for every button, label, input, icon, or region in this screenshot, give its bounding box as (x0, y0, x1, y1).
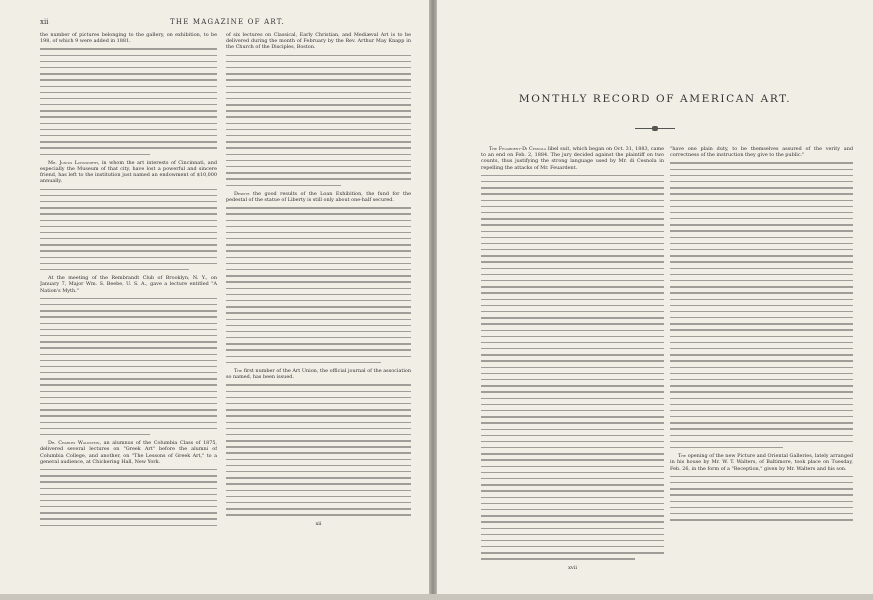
text-block (670, 476, 853, 521)
paragraph-cesnola-suit (481, 146, 664, 171)
paragraph-text: libel suit, which began on Oct. 31, 1883, came to an end on Feb. 2, 1884. The jury decided against the plaintiff on two counts, thus justifying the strong language used by Mr. di Cesnola in repelling the attacks of Mr. Feuardent. (481, 146, 664, 171)
text-block (40, 298, 217, 436)
paragraph-opening: of six lectures on Classical, Early Christian, and Mediæval Art is to be delivered during the month of February by the Rev. Arthur May Knapp in the Church of the Disciples, Boston. (226, 32, 411, 51)
paragraph-text: opening of the new Picture and Oriental Galleries, lately arranged in his house by Mr. W. T. Walters, of Baltimore, took place on Tuesday, Feb. 26, in the form of a "Reception," given by Mr. Walters and his son. (670, 453, 853, 472)
right-column-1 (481, 146, 664, 590)
paragraph-text: the good results of the Loan Exhibition, the fund for the pedestal of the statue of Liberty is still only about one-half secured. (226, 190, 411, 203)
paragraph-lead: The Feuardent-Di Cesnola (489, 146, 547, 152)
text-block (226, 384, 411, 515)
page-mark: xii (315, 520, 322, 527)
book-gutter (429, 0, 437, 600)
title-ornament (652, 126, 658, 131)
paragraph-opening: "have one plain duty, to be themselves assured of the verity and correctness of the instruction they give to the public." (670, 146, 853, 159)
paragraph-longworth (40, 160, 217, 185)
page-edge (0, 594, 873, 600)
paragraph-art-union (226, 368, 411, 380)
text-block (226, 55, 411, 186)
text-block (40, 48, 217, 155)
text-block (481, 175, 664, 560)
paragraph-liberty-fund (226, 191, 411, 203)
paragraph-rembrandt-club: At the meeting of the Rembrandt Club of Brooklyn, N. Y., on January 7, Major Wm. S. Beebe, U. S. A., gave a lecture entitled "A Nation's Myth." (40, 275, 217, 294)
section-title: MONTHLY RECORD OF AMERICAN ART. (518, 93, 792, 105)
right-page (437, 0, 873, 600)
text-block (40, 469, 217, 526)
paragraph-lead: Mr. Junius Longworth, (48, 159, 100, 166)
paragraph-lead: The (678, 453, 687, 460)
page-number: xii (40, 18, 49, 26)
paragraph-lead: The (234, 368, 243, 375)
paragraph-waldstein (40, 440, 217, 465)
paragraph-lead: Dr. Charles Waldstein, (48, 440, 102, 447)
text-block (670, 162, 853, 448)
text-block (226, 207, 411, 363)
paragraph-lead: Despite (234, 190, 250, 197)
magazine-title: THE MAGAZINE OF ART. (170, 18, 285, 26)
text-block (40, 189, 217, 271)
left-column-1 (40, 32, 217, 592)
left-column-2 (226, 32, 411, 592)
left-page (0, 0, 429, 600)
right-column-2 (670, 146, 853, 590)
paragraph-text: in whom the art interests of Cincinnati, and especially the Museum of that city, have lost a powerful and sincere friend, has left to the institution just named an endowment of $10,000 annually. (40, 159, 217, 185)
paragraph-text: first number of the Art Union, the official journal of the association so named, has been issued. (226, 368, 411, 381)
paragraph-walters-galleries (670, 453, 853, 472)
page-mark: xvii (568, 564, 577, 571)
paragraph-text: an alumnus of the Columbia Class of 1875, delivered several lectures on "Greek Art" before the alumni of Columbia College, and another, on "The Lessons of Greek Art," to a general audience, at Chickering Hall, New York. (40, 440, 217, 465)
paragraph-opening: the number of pictures belonging to the gallery, on exhibition, to be 198, of which 9 were added in 1881. (40, 32, 217, 45)
